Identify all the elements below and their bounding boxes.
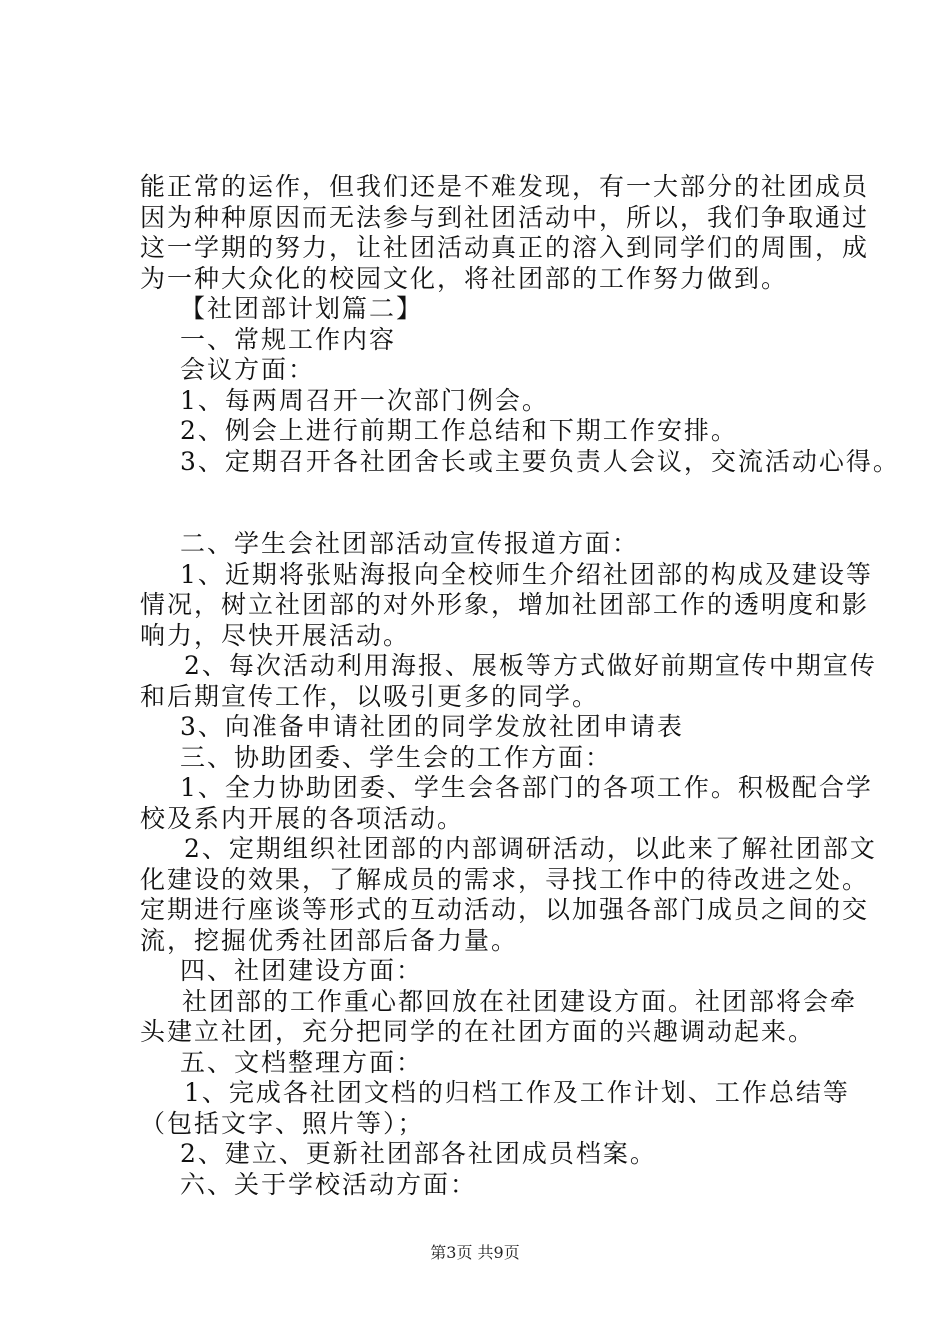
paragraph-line: 能正常的运作，但我们还是不难发现，有一大部分的社团成员	[140, 172, 870, 201]
list-item: 3、向准备申请社团的同学发放社团申请表	[180, 712, 684, 741]
heading-line: 四、社团建设方面：	[180, 956, 424, 985]
list-item: 3、定期召开各社团舍长或主要负责人会议，交流活动心得。	[180, 446, 900, 476]
paragraph-line: 头建立社团，充分把同学的在社团方面的兴趣调动起来。	[140, 1017, 816, 1046]
list-item: 1、每两周召开一次部门例会。	[180, 385, 549, 415]
heading-line: 三、协助团委、学生会的工作方面：	[180, 742, 613, 772]
heading-line: 二、学生会社团部活动宣传报道方面：	[180, 529, 640, 558]
document-body	[140, 172, 900, 1200]
list-item: 1、完成各社团文档的归档工作及工作计划、工作总结等	[184, 1078, 850, 1107]
paragraph-line: 情况，树立社团部的对外形象，增加社团部工作的透明度和影	[140, 590, 870, 619]
section-title: 【社团部计划篇二】	[180, 294, 424, 323]
paragraph-line: 因为种种原因而无法参与到社团活动中，所以，我们争取通过	[140, 202, 870, 232]
page-footer: 第3页 共9页	[430, 1243, 520, 1262]
paragraph-line: 流，挖掘优秀社团部后备力量。	[140, 925, 519, 955]
list-item: 2、建立、更新社团部各社团成员档案。	[180, 1139, 657, 1168]
list-item: 1、全力协助团委、学生会各部门的各项工作。积极配合学	[180, 773, 873, 802]
paragraph-line: 校及系内开展的各项活动。	[140, 803, 465, 833]
list-item: 2、定期组织社团部的内部调研活动，以此来了解社团部文	[184, 834, 877, 863]
paragraph-line: 社团部的工作重心都回放在社团建设方面。社团部将会牵	[182, 986, 858, 1016]
list-item: 1、近期将张贴海报向全校师生介绍社团部的构成及建设等	[180, 559, 873, 589]
paragraph-line: 和后期宣传工作，以吸引更多的同学。	[140, 681, 600, 711]
paragraph-line: 这一学期的努力，让社团活动真正的溶入到同学们的周围，成	[140, 233, 870, 262]
blank-gap	[140, 477, 840, 529]
paragraph-line: 响力，尽快开展活动。	[140, 620, 411, 650]
heading-line: 六、关于学校活动方面：	[180, 1169, 478, 1199]
paragraph-line: 化建设的效果，了解成员的需求，寻找工作中的待改进之处。	[140, 864, 870, 894]
paragraph-line: 定期进行座谈等形式的互动活动，以加强各部门成员之间的交	[140, 895, 870, 924]
paragraph-line: 为一种大众化的校园文化，将社团部的工作努力做到。	[140, 263, 789, 293]
list-item: 2、例会上进行前期工作总结和下期工作安排。	[180, 416, 738, 445]
heading-line: 一、常规工作内容	[180, 324, 397, 354]
paragraph-line: （包括文字、照片等）；	[140, 1108, 425, 1138]
list-item: 2、每次活动利用海报、展板等方式做好前期宣传中期宣传	[184, 651, 877, 680]
subheading-line: 会议方面：	[180, 355, 316, 384]
heading-line: 五、文档整理方面：	[180, 1047, 424, 1077]
